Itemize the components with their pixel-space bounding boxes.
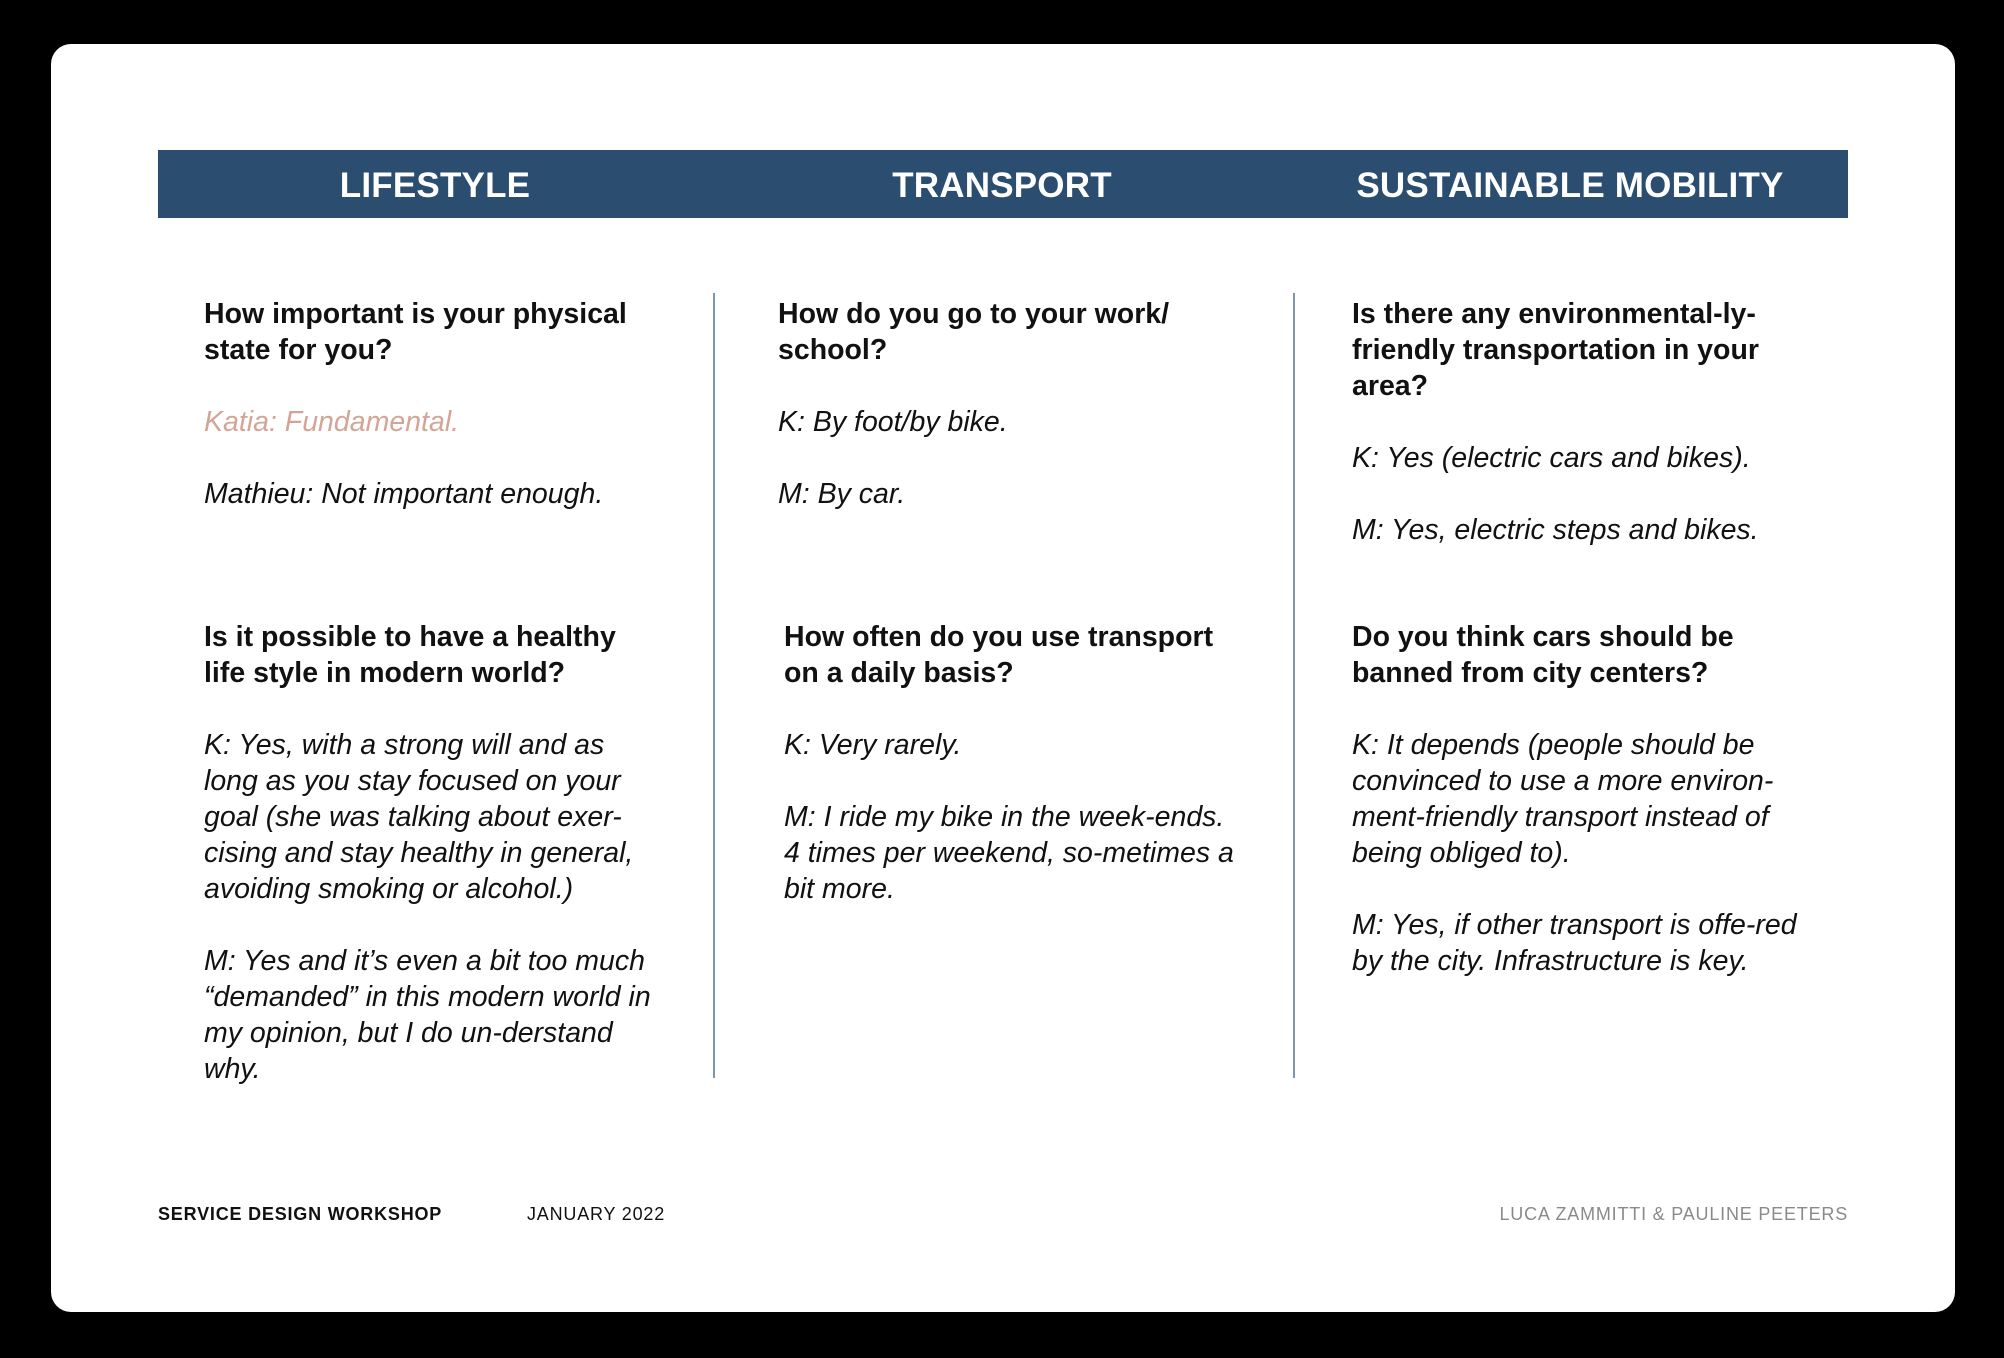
answer-k: K: Yes (electric cars and bikes). <box>1352 442 1751 474</box>
answer-k: K: Very rarely. <box>784 729 962 761</box>
slide <box>51 44 1955 1312</box>
answer-m: M: Yes, electric steps and bikes. <box>1352 514 1759 546</box>
question: How do you go to your work/ school? <box>778 298 1170 366</box>
answer-k: K: By foot/by bike. <box>778 406 1008 438</box>
answer-mathieu: Mathieu: Not important enough. <box>204 478 604 510</box>
qa-block-physical-state <box>204 296 674 512</box>
header-transport: TRANSPORT <box>892 166 1112 205</box>
header-sustainable-mobility: SUSTAINABLE MOBILITY <box>1356 166 1784 205</box>
footer-authors: LUCA ZAMMITTI & PAULINE PEETERS <box>1499 1204 1848 1224</box>
question: Is there any environmental-ly-friendly transportation in your area? <box>1352 298 1759 402</box>
answer-m: M: Yes, if other transport is offe-red by the city. Infrastructure is key. <box>1352 909 1797 977</box>
question: How often do you use transport on a daily basis? <box>784 621 1214 689</box>
column-divider-1 <box>713 293 715 1078</box>
qa-block-commute <box>778 296 1208 512</box>
qa-block-car-ban <box>1352 619 1812 979</box>
answer-k: K: Yes, with a strong will and as long as you stay focused on your goal (she was talking about exer-cising and stay healthy in general, avoiding smoking or alcohol.) <box>204 729 634 905</box>
answer-katia: Katia: Fundamental. <box>204 406 460 438</box>
question: Do you think cars should be banned from city centers? <box>1352 621 1734 689</box>
answer-k: K: It depends (people should be convinced to use a more environ-ment-friendly transport instead of being obliged to). <box>1352 729 1774 869</box>
answer-m: M: I ride my bike in the week-ends. 4 times per weekend, so-metimes a bit more. <box>784 801 1234 905</box>
header-bar <box>158 150 1848 218</box>
question: Is it possible to have a healthy life style in modern world? <box>204 621 616 689</box>
qa-block-healthy-lifestyle <box>204 619 664 1087</box>
answer-m: M: By car. <box>778 478 906 510</box>
footer-date: JANUARY 2022 <box>527 1204 666 1224</box>
header-lifestyle: LIFESTYLE <box>339 166 531 205</box>
answer-m: M: Yes and it’s even a bit too much “demanded” in this modern world in my opinion, but I do un-derstand why. <box>204 945 651 1085</box>
qa-block-eco-transport <box>1352 296 1782 548</box>
question: How important is your physical state for you? <box>204 298 627 366</box>
footer-workshop: SERVICE DESIGN WORKSHOP <box>158 1204 443 1224</box>
qa-block-transport-frequency <box>784 619 1244 907</box>
column-divider-2 <box>1293 293 1295 1078</box>
